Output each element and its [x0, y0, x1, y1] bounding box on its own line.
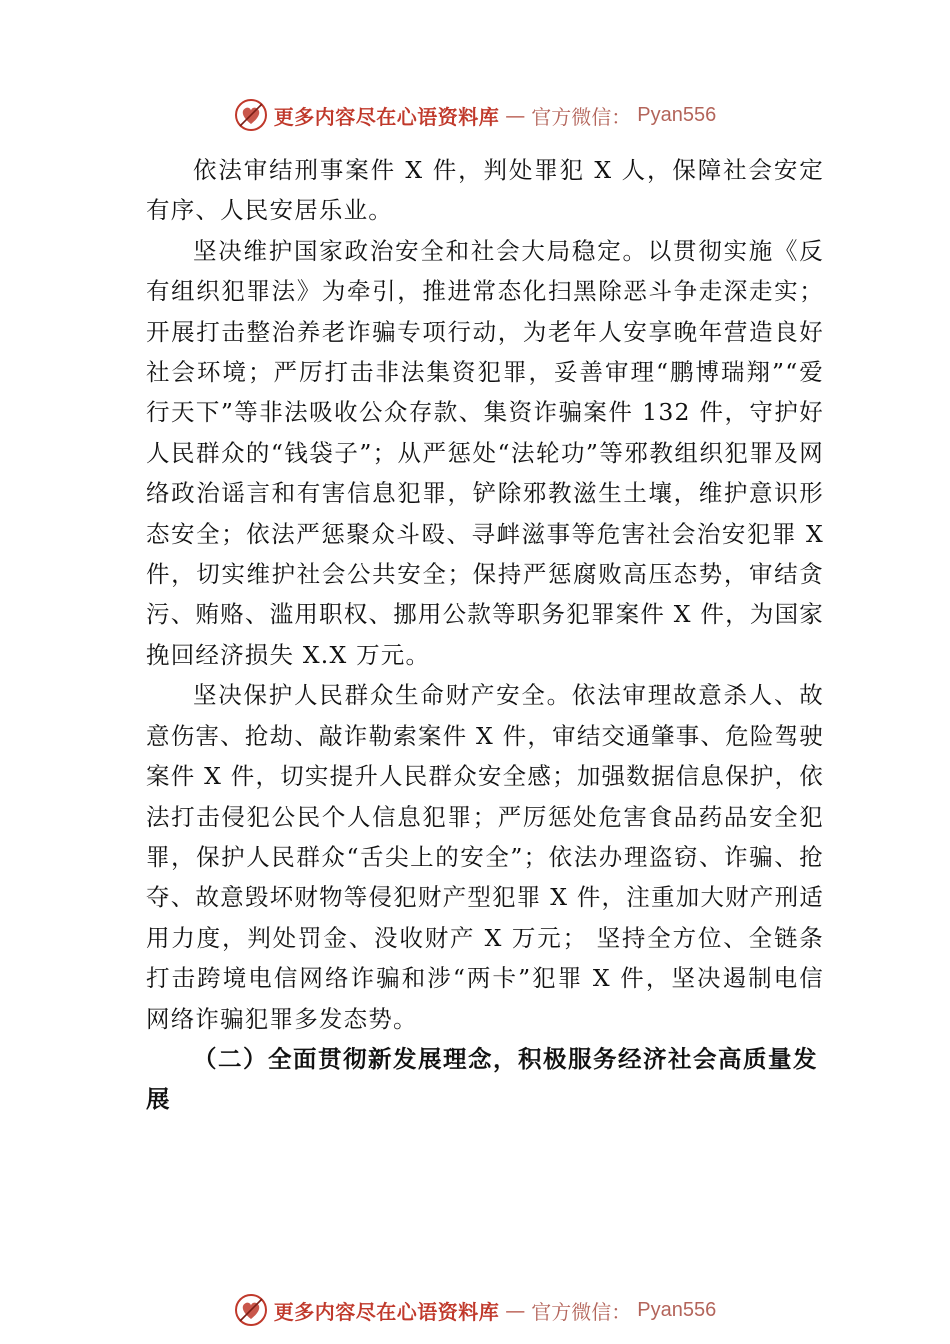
paragraph-verdict-summary: 依法审结刑事案件 X 件，判处罪犯 X 人，保障社会安定有序、人民安居乐业。 — [146, 156, 824, 225]
watermark-wechat-label: 官方微信： — [531, 104, 632, 129]
heart-logo-icon — [234, 98, 268, 132]
paragraph-political-security: 坚决维护国家政治安全和社会大局稳定。以贯彻实施《反有组织犯罪法》为牵引，推进常态化扫黑除恶斗争走深走实；开展打击整治养老诈骗专项行动，为老年人安享晚年营造良好社会环境；严厉打击非法集资犯罪，妥善审理“鹏博瑞翔”“爱行天下”等非法吸收公众存款、集资诈骗案件 132 件，守护好人民群众的“钱袋子”；从严惩处“法轮功”等邪教组织犯罪及网络政治谣言和有害信息犯罪，铲除邪教滋生土壤，维护意识形态安全；依法严惩聚众斗殴、寻衅滋事等危害社会治安犯罪 X 件，切实维护社会公共安全；保持严惩腐败高压态势，审结贪污、贿赂、滥用职权、挪用公款等职务犯罪案件 X 件，为国家挽回经济损失 X.X 万元。 — [146, 236, 824, 669]
watermark-brand-text: 更多内容尽在心语资料库 — [273, 104, 500, 129]
watermark-wechat-label: 官方微信： — [531, 1299, 632, 1324]
watermark-wechat-id: Pyan556 — [637, 1298, 717, 1321]
watermark-separator: — — [505, 1298, 526, 1322]
watermark-wechat-id: Pyan556 — [637, 103, 717, 126]
document-body — [146, 150, 824, 1120]
watermark-footer — [0, 1288, 950, 1332]
watermark-brand-text: 更多内容尽在心语资料库 — [273, 1299, 500, 1324]
watermark-header — [0, 93, 950, 137]
watermark-separator: — — [505, 103, 526, 127]
section-heading: （二）全面贯彻新发展理念，积极服务经济社会高质量发展 — [146, 1044, 818, 1114]
heart-logo-icon — [234, 1293, 268, 1327]
paragraph-life-property-safety: 坚决保护人民群众生命财产安全。依法审理故意杀人、故意伤害、抢劫、敲诈勒索案件 X 件，审结交通肇事、危险驾驶案件 X 件，切实提升人民群众安全感；加强数据信息保护，依法打击侵犯公民个人信息犯罪；严厉惩处危害食品药品安全犯罪，保护人民群众“舌尖上的安全”；依法办理盗窃、诈骗、抢夺、故意毁坏财物等侵犯财产型犯罪 X 件，注重加大财产刑适用力度，判处罚金、没收财产 X 万元； 坚持全方位、全链条打击跨境电信网络诈骗和涉“两卡”犯罪 X 件，坚决遏制电信网络诈骗犯罪多发态势。 — [146, 681, 824, 1033]
